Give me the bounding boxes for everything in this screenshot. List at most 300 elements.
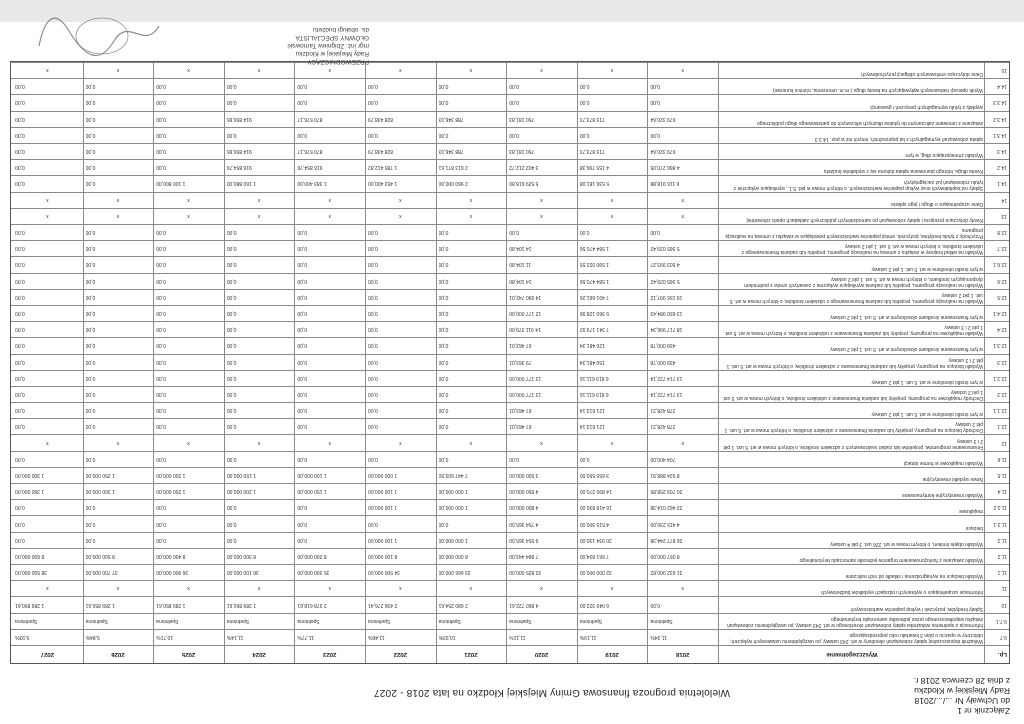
row-value: x: [681, 585, 684, 592]
row-value: 5 536 181,08: [579, 180, 610, 187]
row-value: 4 754 365,00: [509, 520, 539, 527]
row-value: Spełniona: [438, 617, 461, 624]
row-value: 8 300 000,00: [226, 552, 257, 559]
row-value: 0,00: [368, 131, 378, 138]
row-description: majątkowe: [959, 508, 983, 515]
row-value: 750 181,83: [509, 115, 535, 122]
row-value: 0,00: [15, 536, 25, 543]
row-value: x: [257, 196, 261, 203]
row-number: 12.8: [997, 229, 1007, 236]
table-row: [11, 483, 1009, 499]
row-value: Spełniona: [226, 617, 250, 624]
row-value: 0,00: [226, 455, 237, 462]
row-number: 12.4.1: [993, 310, 1007, 317]
row-description: w tym środki określone w art. 5 ust. 1 pkt 2 ustawy: [871, 411, 983, 418]
table-row: [11, 78, 1009, 94]
row-value: 0,00: [297, 536, 308, 543]
row-value: x: [46, 585, 49, 592]
table-row: [11, 402, 1009, 418]
row-value: 0,00: [368, 391, 378, 397]
row-description: Wydatki objęte limitem, o którym mowa w art. 226 ust. 3 pkt 4 ustawy: [830, 540, 983, 547]
row-number: 15: [1001, 67, 1007, 74]
row-value: 0,00: [156, 83, 166, 90]
row-value: 0,00: [85, 423, 96, 430]
row-description: bieżące: [965, 524, 983, 531]
column-divider: [365, 62, 366, 663]
row-value: 150 481,34: [579, 358, 605, 365]
row-number: 14.3.1: [993, 131, 1007, 138]
row-value: 0,00: [368, 261, 378, 268]
row-value: 9,84%: [85, 633, 100, 640]
row-value: x: [610, 439, 614, 446]
row-value: 31 632 900,82: [650, 569, 683, 576]
row-value: 0,00: [226, 536, 237, 543]
row-value: 0,00: [156, 164, 166, 171]
row-value: 0,00: [15, 115, 25, 122]
table-row: [11, 127, 1009, 143]
row-value: 4 550 000,00: [509, 488, 539, 495]
row-value: 713 873,73: [579, 115, 605, 122]
row-value: x: [610, 196, 614, 203]
row-value: 0,00: [368, 293, 378, 300]
column-divider: [577, 62, 578, 663]
row-value: 67 463,01: [509, 407, 532, 414]
row-value: 32 000 000,00: [579, 569, 612, 576]
row-description: Dochody bieżące na programy, projekty lub zadania finansowane z udziałem środków, o których mowa w art. 5 ust. 1 pkt 2 ustawy: [724, 421, 983, 434]
row-number: 12.4: [997, 326, 1007, 333]
row-value: 67 463,01: [509, 342, 532, 349]
row-description: związane z umowami zaliczanymi do tytułów dłużnych wliczanych do państwowego długu publicznego: [757, 119, 983, 126]
row-number: 12.6.1: [993, 261, 1007, 268]
row-value: 0,00: [226, 326, 237, 333]
row-value: 1 160 880,00: [226, 180, 257, 187]
header-year: 2018: [676, 651, 690, 657]
row-value: 0,00: [226, 407, 237, 414]
row-value: 35 300 000,00: [297, 569, 330, 576]
row-value: 121 613,14: [579, 423, 605, 430]
row-number: 14.3.3: [993, 99, 1007, 106]
row-number: 11.3.1: [993, 520, 1007, 527]
row-value: 1 453 400,00: [368, 180, 398, 187]
row-value: 3 500 000,00: [509, 471, 539, 478]
row-value: 3 402 212,72: [509, 164, 539, 171]
row-value: x: [399, 212, 402, 219]
row-value: 3 655 550,00: [579, 471, 610, 478]
row-value: 0,00: [156, 326, 166, 333]
row-value: 13 177 000,00: [509, 374, 542, 381]
row-value: 0,00: [438, 261, 449, 268]
row-number: 12.2.1: [993, 374, 1007, 381]
row-value: 1 300 000,00: [15, 471, 45, 478]
row-value: x: [328, 585, 331, 592]
row-value: 0,00: [15, 423, 25, 430]
row-value: 0,00: [297, 504, 308, 511]
row-value: 0,00: [297, 326, 308, 333]
row-value: 13 714 722,14: [650, 374, 683, 381]
row-value: 0,00: [297, 520, 308, 527]
row-value: 679 320,64: [650, 148, 676, 155]
table-row: [11, 208, 1009, 224]
row-value: 0,00: [226, 358, 237, 365]
row-number: 12.3.1: [993, 342, 1007, 349]
row-value: 0,00: [85, 131, 96, 138]
row-value: 0,00: [650, 229, 661, 236]
row-value: 0,00: [438, 326, 449, 333]
row-value: 2 613 871,61: [438, 164, 468, 171]
row-value: 916 854,76: [226, 164, 252, 171]
table-row: [11, 434, 1009, 450]
row-value: 0,00: [85, 261, 96, 268]
row-value: 0,00: [368, 99, 378, 106]
row-value: 4 800 000,00: [509, 504, 539, 511]
row-value: 0,00: [579, 99, 590, 106]
row-description: Wydatki bieżące na wynagrodzenia i składki od nich naliczane: [845, 573, 983, 580]
row-value: 1 289 850,61: [226, 601, 257, 608]
header-year: 2025: [181, 651, 196, 657]
row-value: x: [116, 196, 120, 203]
table-row: [11, 564, 1009, 580]
stamp-text: PRZEWODNICZĄCY Rady Miejskiej w Kłodzku mgr inż. Zbigniew Tarnowski GŁÓWNY SPECJALISTA ds. obsługi budżetu: [287, 26, 369, 65]
row-value: x: [328, 212, 331, 219]
row-value: x: [399, 439, 402, 446]
row-value: x: [469, 67, 473, 74]
row-description: Informacje uzupełniające o wybranych rodzajach wydatków budżetowych: [821, 589, 983, 596]
row-description: w tym środki określone w art. 5 ust. 1 pkt 2 ustawy: [871, 265, 983, 272]
row-description: Finansowanie programów, projektów lub zadań realizowanych z udziałem środków, o których mowa w art. 5 ust. 1 pkt 2 i 3 ustawy: [723, 437, 983, 450]
row-value: 0,00: [438, 342, 449, 349]
row-value: x: [399, 67, 402, 74]
row-value: 0,00: [156, 391, 166, 397]
row-value: 11,77%: [297, 633, 314, 640]
row-value: 828 438,79: [368, 115, 394, 122]
row-value: 0,00: [15, 455, 25, 462]
row-value: 0,00: [15, 293, 25, 300]
table-row: [11, 548, 1009, 564]
header-year: 2020: [534, 651, 549, 657]
row-value: 7 447 503,50: [438, 471, 468, 478]
row-value: x: [116, 439, 120, 446]
row-value: 0,00: [156, 229, 166, 236]
row-value: 14 104,80: [509, 277, 532, 284]
table-row: [11, 240, 1009, 256]
row-value: 0,00: [509, 455, 519, 462]
row-value: Spełniona: [297, 617, 320, 624]
row-value: 0,00: [226, 245, 237, 252]
row-number: 14.3: [997, 148, 1007, 155]
row-value: 36 900 000,00: [156, 569, 189, 576]
row-value: 13 650 984,43: [650, 310, 683, 317]
row-value: 0,00: [368, 374, 378, 381]
row-number: 9.7: [1000, 633, 1007, 640]
attachment-note: Załącznik nr 1 do Uchwały Nr .../.../2018 Rady Miejskiej w Kłodzku z dnia 28 czerwca 2018 r.: [913, 676, 1010, 716]
row-value: 11,11%: [509, 633, 526, 640]
row-value: 0,00: [226, 99, 237, 106]
row-value: 0,00: [156, 261, 166, 268]
row-value: x: [187, 212, 190, 219]
row-value: 0,00: [85, 391, 96, 397]
row-value: 12 177 000,00: [509, 310, 542, 317]
row-value: 0,00: [15, 310, 25, 317]
row-value: x: [187, 585, 190, 592]
header-year: 2022: [393, 651, 407, 657]
row-value: x: [540, 196, 543, 203]
row-value: 8 600 000,00: [15, 552, 45, 559]
row-value: x: [610, 585, 614, 592]
row-value: 1 150 000,00: [297, 488, 327, 495]
header-year: 2023: [323, 651, 337, 657]
row-value: 0,00: [15, 520, 25, 527]
row-value: x: [257, 67, 261, 74]
row-value: 0,00: [15, 277, 25, 284]
row-value: 1 590 022,55: [579, 261, 610, 268]
row-value: 0,00: [579, 83, 590, 90]
row-value: 0,00: [15, 99, 25, 106]
row-value: 750 181,83: [509, 148, 535, 155]
row-value: 1 100 000,00: [368, 488, 398, 495]
row-value: 0,00: [438, 358, 449, 365]
row-value: 0,00: [438, 131, 449, 138]
header-year: 2019: [605, 651, 619, 657]
row-value: 0,00: [297, 358, 308, 365]
table-row: [11, 613, 1009, 629]
column-divider: [984, 62, 985, 663]
row-value: 0,00: [15, 391, 25, 397]
row-value: 0,00: [15, 342, 25, 349]
table-row: [11, 62, 1009, 78]
row-value: Spełniona: [85, 617, 108, 624]
row-description: wypłaty z tytułu wymagalnych poręczeń i gwarancji: [870, 103, 983, 110]
row-value: 914 856,65: [226, 148, 252, 155]
row-value: x: [469, 439, 473, 446]
table-row: [11, 192, 1009, 208]
signature: [34, 11, 164, 61]
row-value: 0,00: [85, 99, 96, 106]
row-value: x: [540, 212, 543, 219]
row-value: 11,46%: [368, 633, 385, 640]
row-value: 704 400,00: [650, 455, 676, 462]
row-value: 439 000,78: [650, 342, 676, 349]
table-row: [11, 515, 1009, 531]
row-value: 0,00: [438, 520, 449, 527]
row-description: Informacja o spełnieniu wskaźnika spłaty zobowiązań określonego w art. 243 ustawy, po uwzględnieniu zobowiązań związku współtworzonego przez jednostkę samorządu terytorialnego: [727, 615, 983, 628]
row-description: Wynik operacji niekasowych wpływających na kwotę długu ( m.in. umorzenia, różnice kursowe): [772, 87, 983, 94]
row-value: 0,00: [226, 83, 237, 90]
row-value: 0,00: [226, 374, 237, 381]
row-value: 0,00: [438, 407, 449, 414]
row-value: x: [187, 67, 190, 74]
row-value: 0,00: [85, 115, 96, 122]
row-value: 11,14%: [226, 633, 244, 640]
row-value: 0,00: [297, 374, 308, 381]
table-row: [11, 580, 1009, 596]
row-value: Spełniona: [15, 617, 38, 624]
row-value: 34 500 000,00: [368, 569, 400, 576]
row-description: w tym środki określone w art. 5 ust. 1 pkt 2 ustawy: [871, 378, 983, 385]
row-value: 0,00: [85, 374, 96, 381]
row-value: 1 000 000,00: [438, 536, 468, 543]
row-value: 0,00: [438, 99, 449, 106]
row-value: 1 289 850,61: [85, 601, 115, 608]
row-value: 0,00: [297, 293, 308, 300]
row-value: 0,00: [509, 83, 519, 90]
row-value: 120 481,34: [579, 342, 605, 349]
row-value: 14 990 742,01: [509, 293, 542, 300]
row-description: Dane dotyczące emitowanych obligacji przychodowych: [861, 71, 983, 78]
row-number: 11.6: [997, 455, 1007, 462]
row-value: 0,00: [85, 180, 96, 187]
row-value: 1 584 470,56: [579, 245, 610, 252]
row-value: x: [399, 585, 402, 592]
row-value: 0,00: [85, 293, 96, 300]
row-value: 0,00: [297, 131, 308, 138]
row-description: Kwota długu, którego planowana spłata dokona się z wydatków budżetu: [823, 168, 983, 175]
header-year: 2024: [252, 651, 266, 657]
page-header: [10, 664, 1010, 716]
table-row: [11, 418, 1009, 434]
row-value: 32 825 000,00: [509, 569, 542, 576]
row-value: 0,00: [368, 83, 378, 90]
header-description: Wyszczególnienie: [826, 651, 878, 657]
table-row: [11, 532, 1009, 548]
row-value: x: [257, 212, 261, 219]
row-value: 0,00: [85, 229, 96, 236]
table-row: [11, 451, 1009, 467]
row-value: 0,00: [85, 277, 96, 284]
row-value: 1 000 000,00: [438, 504, 468, 511]
table-row: [11, 321, 1009, 337]
row-description: Wydatki majątkowe w formie dotacji: [903, 459, 983, 466]
row-value: 0,00: [226, 277, 237, 284]
row-value: 0,00: [297, 423, 308, 430]
row-value: 0,00: [156, 536, 166, 543]
row-value: Spełniona: [156, 617, 179, 624]
row-value: 870 576,17: [297, 115, 323, 122]
row-value: 0,00: [438, 277, 449, 284]
row-number: 12: [1001, 439, 1007, 446]
row-value: 378 428,21: [650, 407, 676, 414]
row-value: 0,00: [438, 245, 449, 252]
row-value: 0,00: [156, 407, 166, 414]
column-divider: [506, 62, 507, 663]
row-value: 0,00: [226, 391, 237, 397]
row-value: 0,00: [368, 245, 378, 252]
row-value: x: [187, 439, 190, 446]
row-value: 1 584 470,56: [579, 277, 610, 284]
row-value: 870 576,17: [297, 148, 323, 155]
row-description: Wydatki na realizację programu, projektu lub zadania finansowanego z udziałem środków, o których mowa w art. 5 ust. 1 pkt 2 ustawy: [729, 291, 983, 304]
row-value: x: [540, 439, 543, 446]
row-value: 0,00: [15, 229, 25, 236]
row-value: 0,00: [156, 504, 166, 511]
row-value: 7 491 661,26: [579, 293, 610, 300]
row-value: 20 709 258,85: [650, 488, 683, 495]
row-value: 0,00: [15, 180, 25, 187]
row-description: w tym finansowane środkami określonymi w art. 5 ust. 1 pkt 2 ustawy: [830, 314, 983, 321]
row-value: 0,00: [579, 455, 590, 462]
row-value: Spełniona: [650, 617, 673, 624]
row-description: Dane uzupełniające o długu i jego spłacie: [890, 200, 983, 207]
row-description: Wydatki zmniejszające dług, w tym:: [904, 152, 983, 159]
row-number: 11.4: [997, 488, 1007, 495]
row-value: 0,00: [156, 342, 166, 349]
row-number: 12.7: [997, 245, 1007, 252]
row-value: 1 250 000,00: [156, 488, 186, 495]
row-value: 0,00: [156, 358, 166, 365]
row-value: 0,00: [226, 131, 237, 138]
row-value: 14 911 379,00: [509, 326, 541, 333]
row-value: 0,00: [156, 148, 166, 155]
row-value: 7 884 443,00: [509, 552, 539, 559]
row-value: 5 365 029,42: [650, 245, 680, 252]
row-value: 0,00: [297, 229, 308, 236]
row-value: 1 000 000,00: [368, 471, 398, 478]
row-value: 0,00: [438, 310, 449, 317]
row-number: 12.1.1: [993, 407, 1007, 414]
row-value: 14 104,80: [509, 245, 532, 252]
row-description: Przychody z tytułu kredytów, pożyczek, emisji papierów wartościowych powstające w związku z umową na realizację programu: [725, 227, 983, 240]
row-value: 0,00: [438, 455, 449, 462]
row-description: Wydatki na realizację programu, projektu lub zadania wynikające wyłącznie z zawartych umów z podmiotem dysponującym środkami, o których mowa w art. 5 ust. 1 pkt 2 ustawy: [744, 275, 983, 288]
row-value: x: [116, 585, 120, 592]
table-row: [11, 354, 1009, 370]
row-value: 14 890 270,00: [579, 488, 612, 495]
column-divider: [436, 62, 437, 663]
column-divider: [83, 62, 84, 663]
row-value: 11,34%: [650, 633, 667, 640]
row-value: 0,00: [226, 423, 237, 430]
row-value: 0,00: [85, 310, 96, 317]
row-value: 0,00: [85, 326, 96, 333]
header-year: 2021: [464, 651, 478, 657]
row-number: 12.5: [997, 293, 1007, 300]
row-value: 0,00: [15, 245, 25, 252]
row-value: 8 057 000,00: [650, 552, 680, 559]
row-value: Spełniona: [579, 617, 603, 624]
row-number: 14.1: [997, 180, 1007, 187]
row-value: 1 150 000,00: [226, 471, 257, 478]
row-description: Wydatki związane z funkcjonowaniem organów jednostki samorządu terytorialnego: [799, 557, 983, 564]
row-value: 8 400 000,00: [156, 552, 186, 559]
row-value: 36 100 000,00: [226, 569, 259, 576]
row-number: 14.2: [997, 164, 1007, 171]
row-value: 13 177 000,00: [509, 391, 542, 397]
row-value: 0,00: [368, 358, 378, 365]
row-value: 0,00: [438, 391, 449, 397]
row-value: 2 680 254,61: [438, 601, 468, 608]
row-value: 439 000,78: [650, 358, 676, 365]
row-value: 1 200 000,00: [156, 471, 186, 478]
row-value: 0,00: [438, 423, 449, 430]
row-value: x: [469, 585, 473, 592]
row-value: 16 418 830,00: [579, 504, 612, 511]
table-row: [11, 386, 1009, 402]
row-description: Kwoty dotyczące przejęcia i spłaty zobowiązań po samodzielnych publicznych zakładach opieki zdrowotnej: [746, 216, 983, 223]
row-value: 6 049 322,00: [579, 601, 610, 608]
row-value: 0,00: [368, 326, 378, 333]
row-value: x: [257, 585, 261, 592]
row-value: 0,00: [156, 423, 166, 430]
row-value: 0,00: [579, 131, 590, 138]
row-value: x: [328, 67, 331, 74]
table-row: [11, 305, 1009, 321]
row-value: 1 289 850,61: [15, 601, 45, 608]
row-value: 5 365 029,42: [650, 277, 680, 284]
row-value: 11 104,80: [509, 261, 532, 268]
table-row: [11, 111, 1009, 127]
row-value: x: [328, 196, 331, 203]
row-value: 1 383 400,00: [297, 180, 327, 187]
row-value: 13 714 722,14: [650, 391, 683, 397]
